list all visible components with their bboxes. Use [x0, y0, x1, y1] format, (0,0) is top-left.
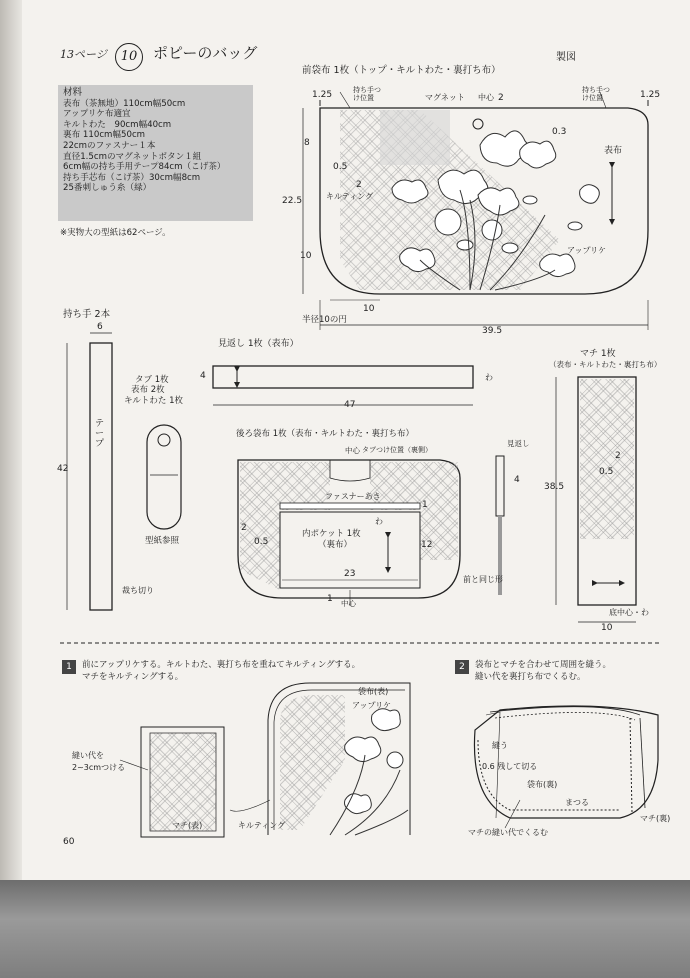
front-bag-piece — [303, 92, 648, 330]
length-label: 47 — [344, 400, 356, 410]
seam-allowance-label: 縫い代を — [72, 751, 104, 760]
step-number-badge: 1 — [62, 660, 76, 674]
cut-label: 裁ち切り — [122, 586, 154, 595]
radius-label: 半径10の円 — [302, 315, 347, 325]
gusset-back-label: マチ(裏) — [640, 814, 671, 823]
material-item: 表布（茶無地）110cm幅50cm — [63, 98, 186, 109]
dim-label: 8 — [304, 138, 310, 148]
dim-label: 1 — [327, 594, 333, 604]
pattern-ref-label: 型紙参照 — [145, 536, 180, 546]
tape-label: テープ — [95, 419, 105, 449]
magnet-label: マグネット — [425, 93, 465, 102]
page-title: ポピーのバッグ — [153, 44, 258, 62]
bag-face-label: 袋布(表) — [358, 687, 389, 696]
seam-allowance-label-line2: 2~3cmつける — [72, 763, 126, 772]
material-item: 6cm幅の持ち手用テープ84cm（こげ茶） — [63, 162, 226, 173]
tab-position-label: タブつけ位置（裏側） — [362, 446, 432, 454]
tab-title-line2: 表布 2枚 — [131, 385, 165, 395]
dim-label: 0.5 — [254, 537, 269, 547]
same-shape-label: 前と同じ形 — [463, 575, 503, 584]
center-label: 中心 — [341, 599, 356, 608]
tab-piece — [147, 425, 181, 529]
page-number: 60 — [63, 837, 75, 847]
dim-label: 2 — [498, 93, 504, 103]
applique-label: アップリケ — [567, 246, 606, 255]
step1-text-line2: マチをキルティングする。 — [82, 672, 184, 682]
dim-label: 12 — [421, 540, 433, 550]
fold-label: わ — [375, 517, 383, 526]
facing-title: 見返し 1枚（表布） — [218, 339, 299, 349]
quilting-label: キルティング — [326, 192, 374, 201]
dim-label: 10 — [300, 251, 312, 261]
sew-label: 縫う — [492, 741, 508, 750]
facing-piece — [213, 366, 473, 405]
gusset-face-label: マチ(表) — [172, 821, 203, 830]
applique-label: アップリケ — [352, 701, 391, 710]
zipper-label: ファスナーあき — [325, 492, 381, 501]
dim-label: 2 — [615, 451, 621, 461]
gusset-piece — [556, 377, 636, 622]
trim-label: 0.6 残して切る — [482, 762, 538, 771]
width-label: 10 — [601, 623, 613, 633]
length-label: 42 — [57, 464, 69, 474]
material-item: 裏布 110cm幅50cm — [63, 130, 146, 141]
step1-text: 前にアップリケする。キルトわた、裏打ち布を重ねてキルティングする。 — [82, 660, 361, 670]
handle-title: 持ち手 2本 — [63, 309, 111, 320]
facing-side-label: 見返し — [507, 439, 530, 448]
material-item: アップリケ布適宜 — [63, 109, 131, 120]
dim-label: 23 — [344, 569, 356, 579]
quilting-label: キルティング — [238, 821, 286, 830]
dim-label: 10 — [363, 304, 375, 314]
dim-label: 0.3 — [552, 127, 567, 137]
step2-text: 袋布とマチを合わせて周囲を縫う。 — [475, 660, 612, 670]
dim-label: 2 — [241, 523, 247, 533]
gusset-title: マチ 1枚 — [580, 349, 616, 359]
section-label: 製図 — [556, 52, 576, 63]
scan-background — [0, 880, 690, 978]
center-label: 中心 — [478, 93, 494, 102]
dim-label: 1.25 — [640, 90, 661, 100]
dim-label: 0.5 — [333, 162, 348, 172]
height-label: 22.5 — [282, 196, 303, 206]
slipstitch-label: まつる — [565, 798, 589, 807]
wrap-label: マチの縫い代でくるむ — [468, 828, 548, 837]
tab-title-line3: キルトわた 1枚 — [124, 396, 184, 406]
handle-piece — [67, 333, 112, 610]
step2-text-line2: 縫い代を裏打ち布でくるむ。 — [475, 672, 586, 682]
handle-position-label-right: 持ち手つけ位置 — [582, 86, 610, 102]
gusset-title-line2: （表布・キルトわた・裏打ち布） — [549, 360, 662, 369]
dim-label: 4 — [514, 475, 520, 485]
dim-label: 6 — [97, 322, 103, 332]
bottom-center-label: 底中心・わ — [609, 608, 649, 617]
width-label: 39.5 — [482, 326, 503, 336]
fold-label: わ — [485, 373, 493, 382]
material-item: 22cmのファスナー１本 — [63, 140, 156, 151]
front-piece-title: 前袋布 1枚（トップ・キルトわた・裏打ち布） — [302, 65, 501, 76]
materials-heading: 材料 — [63, 87, 83, 98]
handle-position-label: 持ち手つけ位置 — [353, 86, 381, 102]
length-label: 38.5 — [544, 482, 565, 492]
material-item: キルトわた 90cm幅40cm — [63, 119, 172, 130]
dim-label: 2 — [356, 180, 362, 190]
material-item: 25番刺しゅう糸（緑） — [63, 183, 152, 194]
back-piece-title: 後ろ袋布 1枚（表布・キルトわた・裏打ち布） — [236, 429, 415, 439]
dim-label: 1 — [422, 500, 428, 510]
item-number-badge: 10 — [115, 43, 143, 71]
step-number-badge: 2 — [455, 660, 469, 674]
page-reference: 13ページ — [60, 48, 107, 61]
dim-label: 0.5 — [599, 467, 614, 477]
dim-label: 4 — [200, 371, 206, 381]
omote-label: 表布 — [604, 146, 623, 156]
pattern-note: ※実物大の型紙は62ページ。 — [60, 228, 171, 238]
pocket-title: 内ポケット 1枚 — [302, 529, 361, 539]
material-item: 直径1.5cmのマグネットボタン１組 — [63, 151, 202, 162]
center-label: 中心 — [345, 446, 360, 455]
dim-label: 1.25 — [312, 90, 333, 100]
bag-back-label: 袋布(裏) — [527, 780, 558, 789]
tab-title: タブ 1枚 — [135, 375, 169, 385]
material-item: 持ち手芯布（こげ茶）30cm幅8cm — [63, 172, 201, 183]
pocket-title-line2: （裏布） — [318, 540, 353, 550]
